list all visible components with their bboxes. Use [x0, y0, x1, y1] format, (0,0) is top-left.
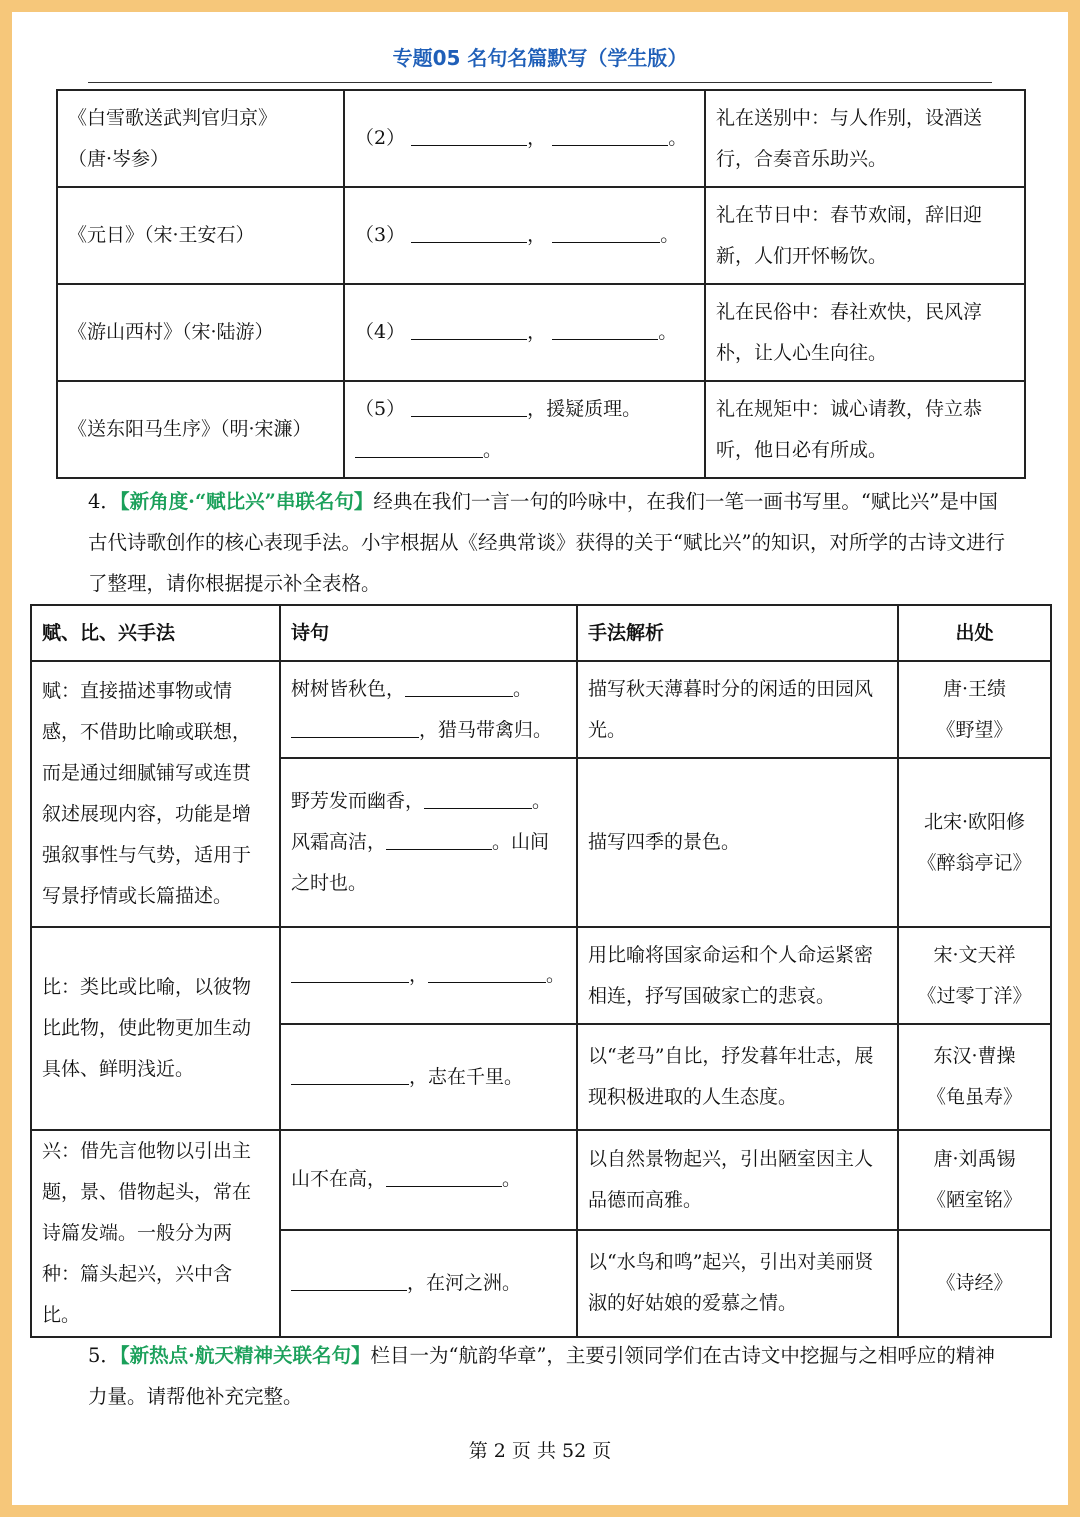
question-number: （4） [355, 321, 406, 343]
table-row [31, 927, 1051, 1024]
meaning-cell: 礼在节日中：春节欢闹，辞旧迎新，人们开怀畅饮。 [705, 187, 1025, 284]
question-text: 经典在我们一言一句的吟咏中，在我们一笔一画书写里。“赋比兴”是中国古代诗歌创作的核心表现手法。小宇根据从《经典常谈》获得的关于“赋比兴”的知识，对所学的古诗文进行了整理，请你根据提示补全表格。 [88, 490, 1005, 595]
source-cell [898, 1024, 1051, 1130]
end-mark: 。 [660, 224, 680, 246]
answer-blank[interactable] [428, 960, 546, 983]
ritual-poems-table [56, 89, 1026, 479]
answer-blank[interactable] [552, 317, 658, 340]
table-row [31, 661, 1051, 758]
answer-blank[interactable] [411, 394, 527, 417]
source-cell: 《游山西村》（宋·陆游） [57, 284, 344, 381]
verse-text: 。 [513, 677, 533, 700]
source-work: 《野望》 [936, 718, 1013, 741]
verse-text: 野芳发而幽香， [291, 790, 425, 812]
table-row [31, 1130, 1051, 1230]
answer-blank[interactable] [386, 1164, 502, 1187]
header-source: 出处 [898, 605, 1051, 661]
page-footer: 第 2 页 共 52 页 [468, 1440, 612, 1462]
analysis-cell: 描写秋天薄暮时分的闲适的田园风光。 [577, 661, 898, 758]
analysis-cell: 以自然景物起兴，引出陋室因主人品德而高雅。 [577, 1130, 898, 1230]
answer-blank[interactable] [355, 435, 483, 458]
line-text: ，援疑质理。 [527, 397, 642, 420]
verse-text: 山不在高， [291, 1168, 387, 1191]
separator: ， [527, 321, 547, 343]
question-number: （5） [355, 397, 406, 420]
source-author: （唐·岑参） [68, 147, 170, 170]
answer-blank[interactable] [411, 220, 527, 243]
verse-text: 之时也。 [291, 872, 368, 894]
question-text: 栏目一为“航韵华章”，主要引领同学们在古诗文中挖掘与之相呼应的精神力量。请帮他补充完整。 [88, 1344, 995, 1408]
source-author: 北宋·欧阳修 [923, 810, 1026, 833]
answer-blank[interactable] [424, 786, 532, 809]
verse-cell [280, 1230, 577, 1337]
source-cell [898, 1230, 1051, 1337]
source-author: 唐·王绩 [942, 677, 1007, 700]
question-tag: 【新角度·“赋比兴”串联名句】 [119, 490, 374, 513]
separator: ， [527, 224, 547, 246]
end-mark: 。 [483, 438, 503, 461]
end-mark: 。 [668, 127, 688, 149]
source-cell: 《元日》（宋·王安石） [57, 187, 344, 284]
answer-blank[interactable] [386, 827, 492, 850]
table-row [57, 90, 1025, 187]
answer-blank[interactable] [552, 123, 668, 146]
verse-text: 树树皆秋色， [291, 677, 406, 700]
question-5 [88, 1335, 1008, 1417]
verse-text: 。山间 [492, 831, 550, 853]
meaning-cell: 礼在规矩中：诚心请教，侍立恭听，他日必有所成。 [705, 381, 1025, 478]
answer-blank[interactable] [411, 123, 527, 146]
source-author: 东汉·曹操 [933, 1045, 1016, 1067]
document-page [12, 12, 1068, 1505]
technique-bi: 比：类比或比喻，以彼物比此物，使此物更加生动具体、鲜明浅近。 [31, 927, 280, 1130]
source-cell [898, 661, 1051, 758]
verse-cell [280, 927, 577, 1024]
header-divider [88, 82, 992, 83]
source-cell [898, 1130, 1051, 1230]
question-tag: 【新热点·航天精神关联名句】 [119, 1344, 371, 1367]
analysis-cell: 描写四季的景色。 [577, 758, 898, 927]
answer-blank[interactable] [291, 1268, 407, 1291]
source-work: 《过零丁洋》 [917, 984, 1032, 1007]
question-number: （2） [355, 127, 406, 149]
table-row [57, 284, 1025, 381]
end-mark: 。 [546, 964, 566, 986]
answer-cell [344, 381, 705, 478]
source-author: 宋·文天祥 [933, 943, 1016, 966]
separator: ， [409, 964, 429, 986]
table-header-row [31, 605, 1051, 661]
header-analysis: 手法解析 [577, 605, 898, 661]
source-cell [898, 927, 1051, 1024]
source-work: 《龟虽寿》 [926, 1086, 1022, 1108]
analysis-cell: 以“水鸟和鸣”起兴，引出对美丽贤淑的好姑娘的爱慕之情。 [577, 1230, 898, 1337]
technique-xing: 兴：借先言他物以引出主题，景、借物起头，常在诗篇发端。一般分为两种：篇头起兴，兴中含比。 [31, 1130, 280, 1337]
answer-blank[interactable] [405, 674, 513, 697]
technique-fu: 赋：直接描述事物或情感，不借助比喻或联想，而是通过细腻铺写或连贯叙述展现内容，功能是增强叙事性与气势，适用于写景抒情或长篇描述。 [31, 661, 280, 927]
analysis-cell: 以“老马”自比，抒发暮年壮志，展现积极进取的人生态度。 [577, 1024, 898, 1130]
answer-blank[interactable] [552, 220, 660, 243]
verse-text: 风霜高洁， [291, 831, 387, 853]
question-number: （3） [355, 224, 406, 246]
answer-blank[interactable] [291, 1062, 409, 1085]
answer-cell [344, 187, 705, 284]
source-cell: 《送东阳马生序》（明·宋濂） [57, 381, 344, 478]
meaning-cell: 礼在送别中：与人作别，设酒送行，合奏音乐助兴。 [705, 90, 1025, 187]
source-title: 《白雪歌送武判官归京》 [68, 106, 278, 129]
verse-text: 。 [532, 790, 552, 812]
question-number: 5． [88, 1344, 120, 1367]
verse-text: ，在河之洲。 [407, 1271, 522, 1294]
source-author: 唐·刘禹锡 [933, 1147, 1016, 1170]
header-verse: 诗句 [280, 605, 577, 661]
verse-cell [280, 661, 577, 758]
source-work: 《陋室铭》 [926, 1188, 1022, 1211]
table-row [57, 381, 1025, 478]
separator: ， [527, 127, 547, 149]
fu-bi-xing-table [30, 604, 1052, 1338]
source-work: 《诗经》 [936, 1271, 1013, 1294]
verse-cell [280, 1130, 577, 1230]
end-mark: 。 [502, 1168, 522, 1191]
table-row [57, 187, 1025, 284]
header-technique: 赋、比、兴手法 [31, 605, 280, 661]
source-work: 《醉翁亭记》 [917, 851, 1032, 874]
end-mark: 。 [658, 321, 678, 343]
answer-blank[interactable] [411, 317, 527, 340]
question-4 [88, 481, 1008, 604]
question-number: 4． [88, 490, 120, 513]
page-title: 专题05 名句名篇默写（学生版） [392, 46, 688, 70]
answer-blank[interactable] [291, 715, 419, 738]
source-cell [57, 90, 344, 187]
verse-text: ，志在千里。 [409, 1065, 524, 1088]
verse-cell [280, 1024, 577, 1130]
verse-text: ，猎马带禽归。 [419, 718, 553, 741]
answer-blank[interactable] [291, 960, 409, 983]
analysis-cell: 用比喻将国家命运和个人命运紧密相连，抒写国破家亡的悲哀。 [577, 927, 898, 1024]
answer-cell [344, 284, 705, 381]
source-cell [898, 758, 1051, 927]
meaning-cell: 礼在民俗中：春社欢快，民风淳朴，让人心生向往。 [705, 284, 1025, 381]
verse-cell [280, 758, 577, 927]
answer-cell [344, 90, 705, 187]
